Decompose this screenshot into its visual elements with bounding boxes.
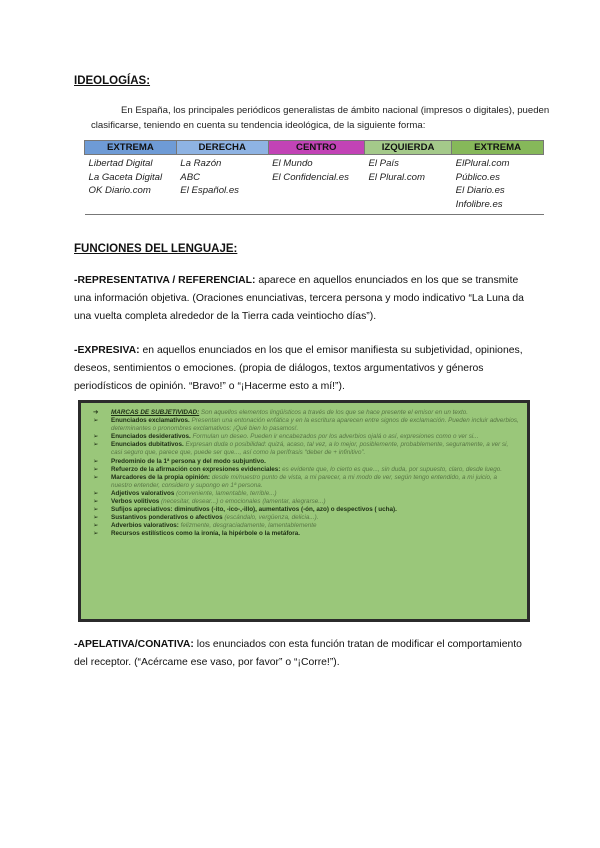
newspaper-table bbox=[84, 140, 544, 215]
bullet-arrow-icon: ➢ bbox=[93, 465, 99, 473]
newspaper-name: ElPlural.com bbox=[455, 158, 510, 169]
representativa-paragraph bbox=[74, 272, 524, 326]
arrow-icon: ➔ bbox=[93, 409, 99, 416]
list-item: ➢ Enunciados desiderativos. Formulan un deseo. Pueden ir encabezados por los adverbios ojalá o así, expresiones como o ver si... bbox=[93, 433, 479, 441]
list-item: ➢ Predominio de la 1ª persona y del modo subjuntivo. bbox=[93, 457, 266, 465]
bullet-arrow-icon: ➢ bbox=[93, 522, 99, 530]
newspaper-name: El Confidencial.es bbox=[272, 171, 349, 183]
newspaper-name: El Diario.es bbox=[455, 185, 505, 196]
newspaper-name: ABC bbox=[180, 171, 201, 183]
column-header: EXTREMA bbox=[452, 141, 544, 155]
ideologias-heading: IDEOLOGÍAS: bbox=[74, 75, 151, 87]
apelativa-paragraph bbox=[74, 636, 524, 672]
list-item: ➔ MARCAS DE SUBJETIVIDAD: Son aquellos elementos lingüísticos a través de los que se hace presente el emisor en un texto. bbox=[93, 409, 468, 416]
table-cell bbox=[268, 155, 364, 215]
column-header: IZQUIERDA bbox=[364, 141, 451, 155]
bullet-arrow-icon: ➢ bbox=[93, 530, 99, 538]
newspaper-name: El Mundo bbox=[272, 158, 313, 169]
newspaper-name: El País bbox=[368, 158, 399, 169]
list-item: ➢ Enunciados dubitativos. Expresan duda o posibilidad: quizá, acaso, tal vez, a lo mejor, posiblemente, probablemente, seguramente, a ver si, casi seguro que, parece que, puede ser que..., así como la perífrasis “deber de + infinitivo”. bbox=[93, 441, 509, 457]
list-item: ➢ Adjetivos valorativos (conveniente, lamentable, terrible...) bbox=[93, 489, 277, 497]
column-header: EXTREMA bbox=[85, 141, 177, 155]
table-cell bbox=[452, 155, 544, 215]
list-item: ➢ Adverbios valorativos: felizmente, desgraciadamente, lamentablemente bbox=[93, 522, 317, 530]
ideologias-intro: En España, los principales periódicos generalistas de ámbito nacional (impresos o digitales), pueden clasificarse, teniendo en cuenta su tendencia ideológica, de la siguiente forma: bbox=[91, 105, 550, 131]
bullet-arrow-icon: ➢ bbox=[93, 417, 99, 425]
bullet-arrow-icon: ➢ bbox=[93, 457, 99, 465]
representativa-text: aparece en aquellos enunciados en los que se transmite una información objetiva. (Oraciones enunciativas, tercera persona y modo indicativo “La Luna da una vuelta completa alrededor de la Tierra cada veintiocho días”). bbox=[74, 275, 524, 322]
bullet-arrow-icon: ➢ bbox=[93, 514, 99, 522]
representativa-title: -REPRESENTATIVA / REFERENCIAL: bbox=[74, 275, 256, 286]
list-item: ➢ Marcadores de la propia opinión: desde mi/nuestro punto de vista, a mi parecer, a mi modo de ver, según tengo entendido, a mi juicio, a nuestro entender, considero y supongo en 1ª persona. bbox=[93, 473, 498, 489]
newspaper-name: OK Diario.com bbox=[88, 185, 151, 196]
table-header-row bbox=[85, 141, 544, 155]
newspaper-name: Libertad Digital bbox=[88, 158, 153, 169]
column-header: DERECHA bbox=[176, 141, 268, 155]
newspaper-name: La Gaceta Digital bbox=[88, 171, 163, 183]
bullet-arrow-icon: ➢ bbox=[93, 498, 99, 506]
newspaper-name: El Plural.com bbox=[368, 171, 425, 183]
table-cell bbox=[176, 155, 268, 215]
expresiva-title: -EXPRESIVA: bbox=[74, 345, 140, 356]
expresiva-paragraph bbox=[74, 342, 524, 396]
newspaper-name: Público.es bbox=[455, 171, 500, 183]
list-item: ➢ Sufijos apreciativos: diminutivos (-ito, -ico-,-illo), aumentativos (-ón, azo) o despectivos ( ucha). bbox=[93, 506, 397, 514]
list-item: ➢ Recursos estilísticos como la ironía, la hipérbole o la metáfora. bbox=[93, 530, 300, 538]
expresiva-text: en aquellos enunciados en los que el emisor manifiesta su subjetividad, opiniones, deseos, sentimientos o emociones. (propia de diálogos, textos argumentativos y géneros periodísticos de opinión. “Bravo!” o “¡Hacerme esto a mí!”). bbox=[74, 345, 523, 392]
apelativa-text: los enunciados con esta función tratan de modificar el comportamiento del receptor. (“Acércame ese vaso, por favor” o “¡Corre!”). bbox=[74, 639, 522, 668]
apelativa-title: -APELATIVA/CONATIVA: bbox=[74, 639, 194, 650]
list-item: ➢ Sustantivos ponderativos o afectivos (escándalo, vergüenza, delicia...). bbox=[93, 514, 319, 522]
table-cell bbox=[85, 155, 177, 215]
bullet-arrow-icon: ➢ bbox=[93, 506, 99, 514]
list-item: ➢ Verbos volitivos (necesitar, desear...) o emocionales (lamentar, alegrarse...) bbox=[93, 498, 326, 506]
subjectivity-list bbox=[81, 403, 527, 539]
bullet-arrow-icon: ➢ bbox=[93, 489, 99, 497]
bullet-arrow-icon: ➢ bbox=[93, 473, 99, 481]
bullet-arrow-icon: ➢ bbox=[93, 441, 99, 449]
newspaper-name: La Razón bbox=[180, 158, 222, 169]
list-item: ➢ Refuerzo de la afirmación con expresiones evidenciales: es evidente que, lo cierto es que..., sin duda, por supuesto, claro, desde luego. bbox=[93, 465, 502, 473]
column-header: CENTRO bbox=[268, 141, 364, 155]
funciones-heading: FUNCIONES DEL LENGUAJE: bbox=[74, 243, 238, 255]
newspaper-name: Infolibre.es bbox=[455, 198, 503, 210]
table-row bbox=[85, 155, 544, 215]
list-item: ➢ Enunciados exclamativos. Presentan una entonación enfática y en la escritura aparecen entre signos de exclamación. Pueden incluir adverbios, determinantes o pronombres exclamativos: ¡Qué bien lo pasamos!. bbox=[93, 417, 519, 433]
bullet-arrow-icon: ➢ bbox=[93, 433, 99, 441]
newspaper-name: El Español.es bbox=[180, 185, 239, 196]
table-cell bbox=[364, 155, 451, 215]
subjectivity-marks-box bbox=[78, 400, 530, 622]
